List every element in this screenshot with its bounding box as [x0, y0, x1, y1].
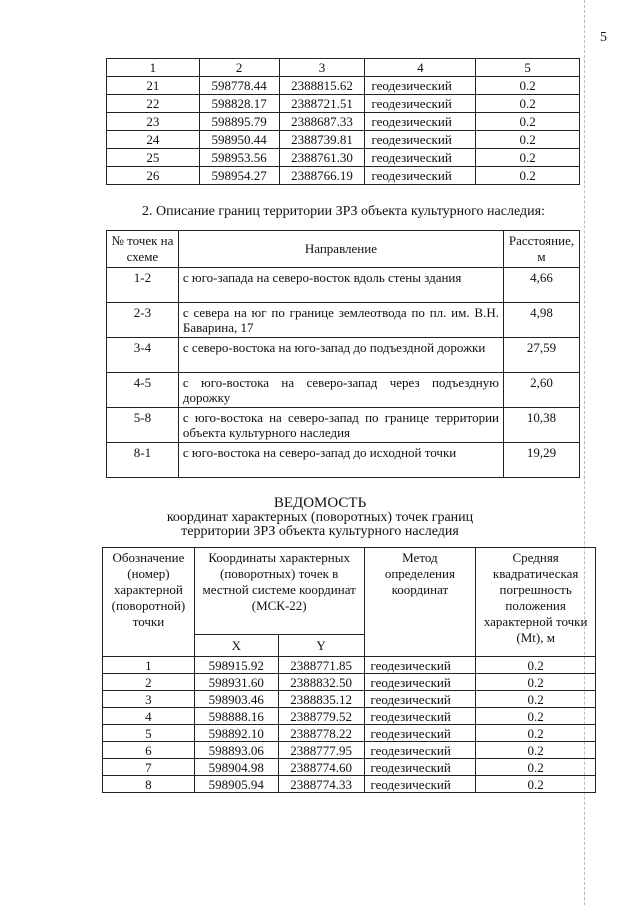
table-row — [103, 657, 596, 674]
table-row — [103, 674, 596, 691]
column-number: 3 — [279, 59, 365, 77]
coord-x: 598895.79 — [199, 113, 279, 131]
error: 0.2 — [476, 149, 580, 167]
header-points: № точек на схеме — [107, 231, 179, 268]
table-row — [107, 443, 580, 478]
table-row — [107, 149, 580, 167]
column-number: 4 — [365, 59, 476, 77]
boundary-description-table — [106, 230, 580, 478]
coord-x: 598954.27 — [199, 167, 279, 185]
segment: 1-2 — [107, 268, 179, 303]
table-row — [107, 303, 580, 338]
header-y: Y — [278, 635, 364, 657]
error: 0.2 — [476, 708, 596, 725]
coord-x: 598893.06 — [194, 742, 278, 759]
column-number: 2 — [199, 59, 279, 77]
column-number: 5 — [476, 59, 580, 77]
coord-x: 598953.56 — [199, 149, 279, 167]
method: геодезический — [364, 691, 476, 708]
direction: с юго-востока на северо-запад по границе территории объекта культурного наследия — [178, 408, 503, 443]
table-row — [107, 113, 580, 131]
distance: 27,59 — [503, 338, 579, 373]
coord-x: 598892.10 — [194, 725, 278, 742]
direction: с северо-востока на юго-запад до подъездной дорожки — [178, 338, 503, 373]
header-distance: Расстояние, м — [503, 231, 579, 268]
table-row — [107, 95, 580, 113]
table-row — [107, 77, 580, 95]
point-number: 26 — [107, 167, 200, 185]
coordinates-statement-table — [102, 547, 596, 793]
error: 0.2 — [476, 674, 596, 691]
coord-y: 2388721.51 — [279, 95, 365, 113]
table-row — [103, 759, 596, 776]
method: геодезический — [364, 776, 476, 793]
coord-x: 598778.44 — [199, 77, 279, 95]
point-number: 8 — [103, 776, 195, 793]
point-number: 22 — [107, 95, 200, 113]
coord-x: 598905.94 — [194, 776, 278, 793]
coord-x: 598915.92 — [194, 657, 278, 674]
table-header-row — [103, 548, 596, 635]
point-number: 5 — [103, 725, 195, 742]
statement-title: ВЕДОМОСТЬ — [273, 495, 367, 511]
table-row — [103, 691, 596, 708]
error: 0.2 — [476, 725, 596, 742]
coord-y: 2388778.22 — [278, 725, 364, 742]
segment: 5-8 — [107, 408, 179, 443]
coord-x: 598950.44 — [199, 131, 279, 149]
method: геодезический — [364, 674, 476, 691]
distance: 19,29 — [503, 443, 579, 478]
header-designation: Обозначение (номер) характерной (поворотной) точки — [103, 548, 195, 657]
method: геодезический — [364, 742, 476, 759]
coord-y: 2388815.62 — [279, 77, 365, 95]
error: 0.2 — [476, 742, 596, 759]
point-number: 4 — [103, 708, 195, 725]
error: 0.2 — [476, 95, 580, 113]
statement-subtitle — [0, 511, 640, 539]
table-row — [107, 408, 580, 443]
method: геодезический — [364, 759, 476, 776]
section-heading: 2. Описание границ территории ЗРЗ объекта культурного наследия: — [142, 204, 545, 219]
point-number: 3 — [103, 691, 195, 708]
table-row — [107, 167, 580, 185]
coord-y: 2388739.81 — [279, 131, 365, 149]
error: 0.2 — [476, 113, 580, 131]
table-header-row — [107, 231, 580, 268]
distance: 4,66 — [503, 268, 579, 303]
direction: с севера на юг по границе землеотвода по пл. им. В.Н. Баварина, 17 — [178, 303, 503, 338]
method: геодезический — [365, 113, 476, 131]
method: геодезический — [365, 131, 476, 149]
method: геодезический — [364, 708, 476, 725]
table-row — [103, 725, 596, 742]
coord-y: 2388687.33 — [279, 113, 365, 131]
point-number: 2 — [103, 674, 195, 691]
coord-x: 598904.98 — [194, 759, 278, 776]
header-error: Средняя квадратическая погрешность положения характерной точки (Mt), м — [476, 548, 596, 657]
table-row — [107, 373, 580, 408]
segment: 4-5 — [107, 373, 179, 408]
table-row — [107, 131, 580, 149]
table-row — [103, 742, 596, 759]
distance: 4,98 — [503, 303, 579, 338]
header-x: X — [194, 635, 278, 657]
coord-y: 2388766.19 — [279, 167, 365, 185]
error: 0.2 — [476, 77, 580, 95]
coord-y: 2388774.33 — [278, 776, 364, 793]
segment: 3-4 — [107, 338, 179, 373]
coord-x: 598931.60 — [194, 674, 278, 691]
point-number: 1 — [103, 657, 195, 674]
error: 0.2 — [476, 167, 580, 185]
table-row — [103, 776, 596, 793]
error: 0.2 — [476, 776, 596, 793]
coord-x: 598888.16 — [194, 708, 278, 725]
header-coordinates: Координаты характерных (поворотных) точек в местной системе координат (МСК-22) — [194, 548, 364, 635]
coord-x: 598828.17 — [199, 95, 279, 113]
coord-y: 2388761.30 — [279, 149, 365, 167]
point-number: 24 — [107, 131, 200, 149]
table-row — [103, 708, 596, 725]
table-row — [107, 338, 580, 373]
method: геодезический — [364, 725, 476, 742]
table-row — [107, 268, 580, 303]
header-direction: Направление — [178, 231, 503, 268]
coord-y: 2388835.12 — [278, 691, 364, 708]
header-method: Метод определения координат — [364, 548, 476, 657]
column-number: 1 — [107, 59, 200, 77]
error: 0.2 — [476, 131, 580, 149]
coord-y: 2388774.60 — [278, 759, 364, 776]
method: геодезический — [365, 95, 476, 113]
distance: 10,38 — [503, 408, 579, 443]
coord-y: 2388832.50 — [278, 674, 364, 691]
point-number: 21 — [107, 77, 200, 95]
coordinates-table-continued — [106, 58, 580, 185]
error: 0.2 — [476, 657, 596, 674]
direction: с юго-востока на северо-запад до исходной точки — [178, 443, 503, 478]
page-number: 5 — [600, 30, 607, 45]
method: геодезический — [365, 77, 476, 95]
method: геодезический — [364, 657, 476, 674]
direction: с юго-запада на северо-восток вдоль стены здания — [178, 268, 503, 303]
subtitle-line: координат характерных (поворотных) точек границ — [166, 510, 474, 525]
direction: с юго-востока на северо-запад через подъездную дорожку — [178, 373, 503, 408]
error: 0.2 — [476, 759, 596, 776]
subtitle-line: территории ЗРЗ объекта культурного наследия — [181, 524, 459, 539]
point-number: 23 — [107, 113, 200, 131]
segment: 2-3 — [107, 303, 179, 338]
coord-y: 2388779.52 — [278, 708, 364, 725]
coord-y: 2388777.95 — [278, 742, 364, 759]
distance: 2,60 — [503, 373, 579, 408]
point-number: 6 — [103, 742, 195, 759]
method: геодезический — [365, 149, 476, 167]
method: геодезический — [365, 167, 476, 185]
point-number: 25 — [107, 149, 200, 167]
point-number: 7 — [103, 759, 195, 776]
coord-x: 598903.46 — [194, 691, 278, 708]
error: 0.2 — [476, 691, 596, 708]
segment: 8-1 — [107, 443, 179, 478]
table-header-row — [107, 59, 580, 77]
coord-y: 2388771.85 — [278, 657, 364, 674]
